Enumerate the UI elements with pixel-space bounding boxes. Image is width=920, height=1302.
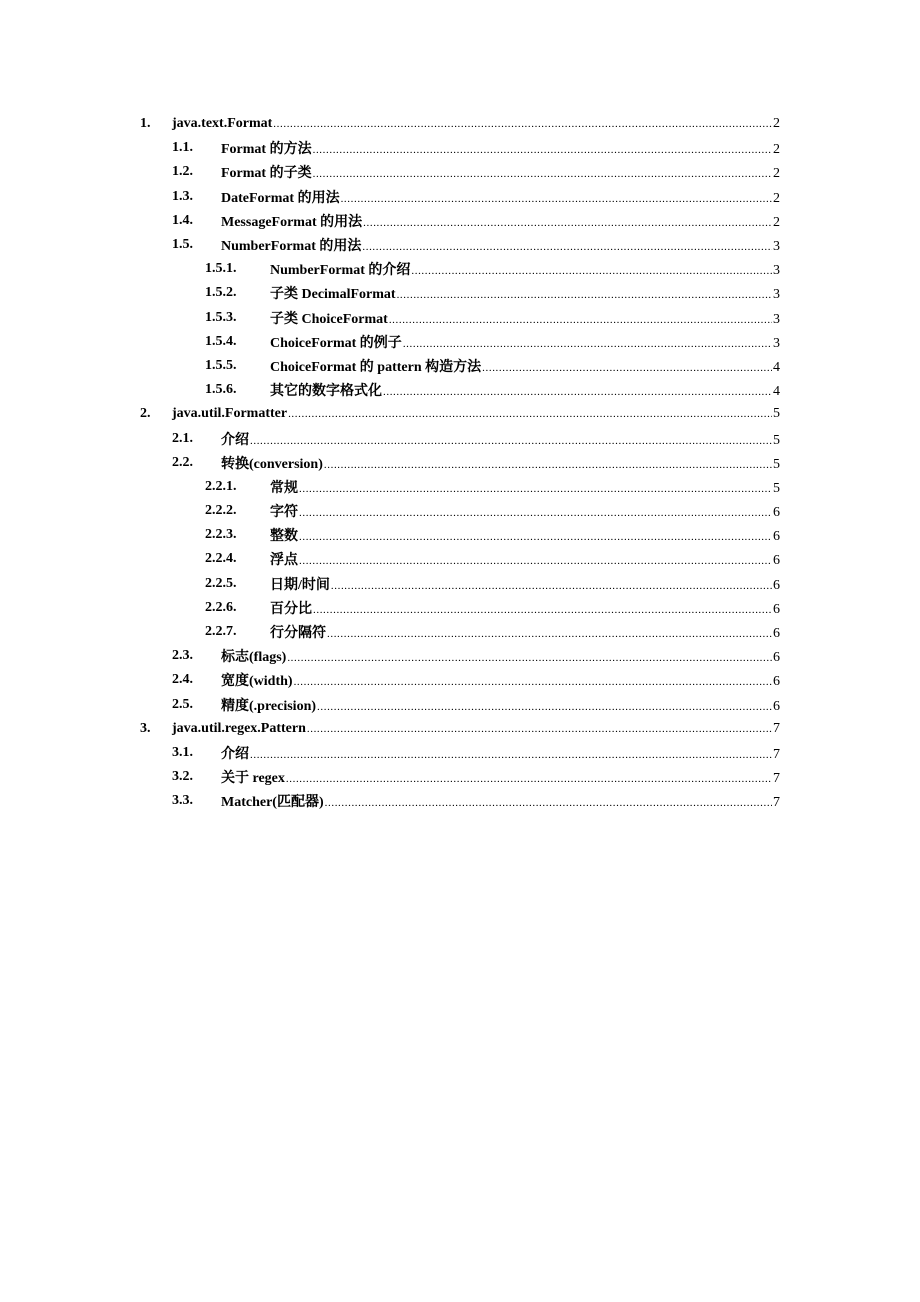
toc-dot-leader <box>331 580 772 592</box>
toc-entry-title: 行分隔符 <box>270 626 326 642</box>
toc-entry-page: 6 <box>773 529 780 545</box>
toc-entry-page: 6 <box>773 674 780 690</box>
toc-entry-title: 精度(.precision) <box>221 698 317 714</box>
toc-entry[interactable] <box>0 765 920 789</box>
toc-entry-page: 7 <box>773 720 780 736</box>
toc-entry-number: 2.3. <box>172 648 193 664</box>
toc-entry-page: 3 <box>773 239 780 255</box>
toc-entry-number: 2.2.2. <box>205 503 237 519</box>
toc-entry-number: 1.5.5. <box>205 357 237 373</box>
toc-entry[interactable] <box>0 306 920 330</box>
toc-entry-number: 3. <box>140 720 151 736</box>
toc-entry[interactable] <box>0 620 920 644</box>
toc-entry-title: Format 的子类 <box>221 166 312 182</box>
toc-entry[interactable] <box>0 257 920 281</box>
toc-entry-number: 3.2. <box>172 769 193 785</box>
toc-entry-page: 3 <box>773 287 780 303</box>
toc-entry[interactable] <box>0 281 920 305</box>
toc-entry[interactable] <box>0 475 920 499</box>
toc-entry-page: 6 <box>773 577 780 593</box>
toc-dot-leader <box>363 217 772 229</box>
toc-entry-page: 7 <box>773 771 780 787</box>
toc-entry-title: DateFormat 的用法 <box>221 190 340 206</box>
toc-entry[interactable] <box>0 402 920 426</box>
toc-entry-title: 字符 <box>270 505 298 521</box>
toc-entry-page: 6 <box>773 505 780 521</box>
toc-entry-number: 1.5. <box>172 237 193 253</box>
toc-entry-page: 6 <box>773 626 780 642</box>
toc-entry-page: 2 <box>773 214 780 230</box>
toc-entry[interactable] <box>0 451 920 475</box>
toc-entry-title: 常规 <box>270 480 298 496</box>
toc-entry-number: 2.2. <box>172 454 193 470</box>
toc-dot-leader <box>389 314 772 326</box>
toc-entry-number: 1. <box>140 116 151 132</box>
toc-dot-leader <box>250 749 772 761</box>
toc-entry-page: 2 <box>773 166 780 182</box>
toc-entry-number: 1.5.6. <box>205 382 237 398</box>
toc-entry-title: 宽度(width) <box>221 674 293 690</box>
toc-entry-title: java.text.Format <box>172 116 273 132</box>
toc-entry-number: 2.5. <box>172 696 193 712</box>
toc-dot-leader <box>287 652 772 664</box>
toc-entry[interactable] <box>0 596 920 620</box>
toc-entry-title: Matcher(匹配器) <box>221 795 324 811</box>
toc-entry-page: 3 <box>773 311 780 327</box>
toc-entry-number: 1.5.4. <box>205 333 237 349</box>
toc-entry-title: 子类 ChoiceFormat <box>270 311 388 327</box>
toc-entry-title: MessageFormat 的用法 <box>221 214 363 230</box>
toc-entry[interactable] <box>0 354 920 378</box>
toc-entry-page: 6 <box>773 601 780 617</box>
toc-entry-title: 介绍 <box>221 746 249 762</box>
toc-entry-page: 2 <box>773 116 780 132</box>
toc-entry-page: 6 <box>773 698 780 714</box>
toc-dot-leader <box>294 676 772 688</box>
toc-entry-title: 子类 DecimalFormat <box>270 287 396 303</box>
toc-entry-title: 整数 <box>270 529 298 545</box>
toc-dot-leader <box>299 555 772 567</box>
toc-entry-title: ChoiceFormat 的例子 <box>270 335 402 351</box>
toc-entry-title: java.util.Formatter <box>172 406 288 422</box>
toc-entry-title: 日期/时间 <box>270 577 330 593</box>
toc-entry-number: 2.4. <box>172 672 193 688</box>
toc-dot-leader <box>324 459 772 471</box>
toc-entry[interactable] <box>0 426 920 450</box>
toc-entry-number: 2.2.3. <box>205 527 237 543</box>
toc-entry[interactable] <box>0 233 920 257</box>
toc-dot-leader <box>313 604 772 616</box>
toc-entry-number: 2.2.5. <box>205 575 237 591</box>
toc-entry[interactable] <box>0 717 920 741</box>
toc-dot-leader <box>299 483 772 495</box>
toc-entry[interactable] <box>0 741 920 765</box>
toc-dot-leader <box>341 193 772 205</box>
toc-entry-number: 2.2.1. <box>205 478 237 494</box>
toc-entry[interactable] <box>0 644 920 668</box>
toc-entry-number: 1.5.3. <box>205 309 237 325</box>
toc-dot-leader <box>299 507 772 519</box>
toc-entry-title: 其它的数字格式化 <box>270 384 382 400</box>
toc-entry-number: 1.1. <box>172 140 193 156</box>
toc-dot-leader <box>307 723 772 735</box>
toc-dot-leader <box>273 118 772 130</box>
toc-dot-leader <box>317 701 772 713</box>
toc-entry-page: 5 <box>773 456 780 472</box>
toc-entry[interactable] <box>0 185 920 209</box>
toc-entry-title: NumberFormat 的用法 <box>221 239 362 255</box>
toc-entry-number: 2.2.7. <box>205 624 237 640</box>
toc-dot-leader <box>397 289 772 301</box>
toc-entry-number: 2.2.4. <box>205 551 237 567</box>
toc-entry-number: 1.3. <box>172 188 193 204</box>
toc-dot-leader <box>286 773 772 785</box>
toc-entry[interactable] <box>0 160 920 184</box>
toc-entry-number: 2. <box>140 406 151 422</box>
toc-dot-leader <box>313 144 772 156</box>
toc-entry-page: 5 <box>773 480 780 496</box>
toc-entry-number: 2.1. <box>172 430 193 446</box>
toc-entry-page: 7 <box>773 795 780 811</box>
toc-entry[interactable] <box>0 523 920 547</box>
toc-entry-page: 6 <box>773 553 780 569</box>
toc-entry[interactable] <box>0 112 920 136</box>
toc-dot-leader <box>325 797 772 809</box>
toc-entry-title: 介绍 <box>221 432 249 448</box>
toc-dot-leader <box>327 628 772 640</box>
toc-entry-number: 3.3. <box>172 793 193 809</box>
toc-entry[interactable] <box>0 209 920 233</box>
toc-entry[interactable] <box>0 378 920 402</box>
toc-entry-page: 4 <box>773 359 780 375</box>
toc-entry-title: ChoiceFormat 的 pattern 构造方法 <box>270 359 482 375</box>
toc-entry-page: 7 <box>773 746 780 762</box>
toc-entry-page: 5 <box>773 406 780 422</box>
toc-entry-page: 2 <box>773 190 780 206</box>
toc-entry-page: 3 <box>773 335 780 351</box>
toc-entry-title: java.util.regex.Pattern <box>172 720 306 736</box>
toc-entry-page: 6 <box>773 650 780 666</box>
toc-dot-leader <box>362 241 772 253</box>
toc-entry-title: 百分比 <box>270 601 312 617</box>
toc-entry-number: 3.1. <box>172 744 193 760</box>
toc-entry-title: NumberFormat 的介绍 <box>270 263 411 279</box>
toc-entry[interactable] <box>0 693 920 717</box>
toc-entry[interactable] <box>0 136 920 160</box>
toc-entry-number: 2.2.6. <box>205 599 237 615</box>
toc-dot-leader <box>403 338 772 350</box>
toc-dot-leader <box>482 362 772 374</box>
toc-entry[interactable] <box>0 330 920 354</box>
toc-dot-leader <box>313 168 772 180</box>
toc-entry[interactable] <box>0 668 920 692</box>
toc-entry-title: 关于 regex <box>221 771 285 787</box>
toc-entry-number: 1.5.2. <box>205 285 237 301</box>
toc-entry-title: 标志(flags) <box>221 650 287 666</box>
toc-dot-leader <box>383 386 772 398</box>
toc-dot-leader <box>288 408 772 420</box>
toc-entry-title: 浮点 <box>270 553 298 569</box>
toc-dot-leader <box>411 265 772 277</box>
toc-entry-title: Format 的方法 <box>221 142 312 158</box>
toc-entry-number: 1.5.1. <box>205 261 237 277</box>
toc-entry-page: 2 <box>773 142 780 158</box>
toc-dot-leader <box>250 435 772 447</box>
toc-entry[interactable] <box>0 789 920 813</box>
toc-entry-title: 转换(conversion) <box>221 456 323 472</box>
toc-entry[interactable] <box>0 547 920 571</box>
toc-entry-page: 5 <box>773 432 780 448</box>
toc-entry-page: 4 <box>773 384 780 400</box>
toc-entry-number: 1.2. <box>172 164 193 180</box>
toc-entry-page: 3 <box>773 263 780 279</box>
toc-entry[interactable] <box>0 572 920 596</box>
toc-entry[interactable] <box>0 499 920 523</box>
toc-dot-leader <box>299 531 772 543</box>
table-of-contents <box>0 112 920 813</box>
toc-entry-number: 1.4. <box>172 212 193 228</box>
